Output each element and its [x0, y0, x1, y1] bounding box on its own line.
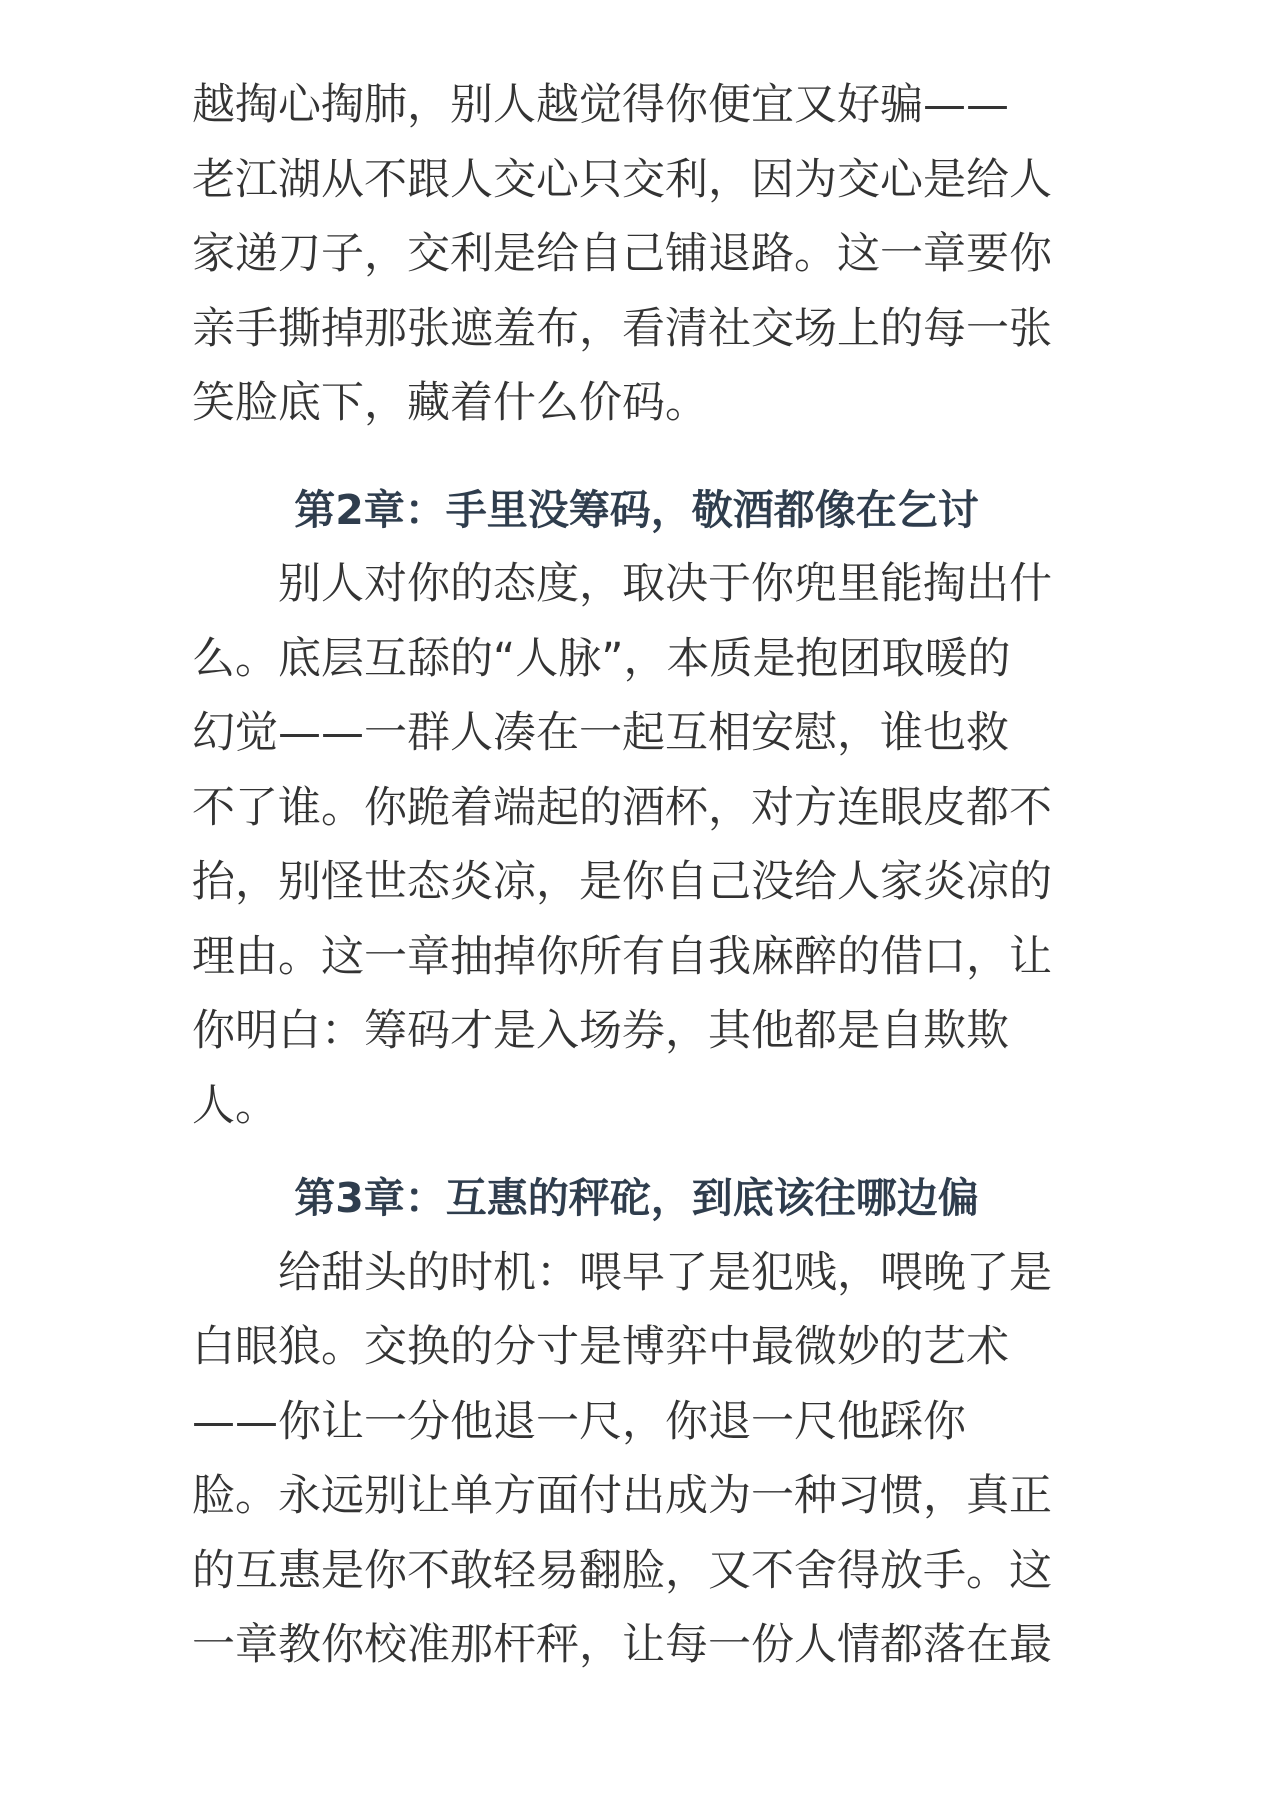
paragraph-line: 给甜头的时机：喂早了是犯贱，喂晚了是 — [192, 1247, 1052, 1298]
paragraph-line: 么。底层互舔的“人脉”，本质是抱团取暖的 — [192, 633, 1011, 684]
paragraph-line: 脸。永远别让单方面付出成为一种习惯，真正 — [192, 1471, 1052, 1521]
paragraph-line: 一章教你校准那杆秤，让每一份人情都落在最 — [192, 1620, 1052, 1670]
paragraph-line: 越掏心掏肺，别人越觉得你便宜又好骗—— — [192, 80, 1009, 130]
paragraph-line: 抬，别怪世态炎凉，是你自己没给人家炎凉的 — [192, 857, 1052, 907]
paragraph-line: 家递刀子，交利是给自己铺退路。这一章要你 — [192, 229, 1052, 279]
paragraph-line: 人。 — [192, 1080, 278, 1131]
paragraph-line: 不了谁。你跪着端起的酒杯，对方连眼皮都不 — [192, 782, 1052, 833]
paragraph-line: 别人对你的态度，取决于你兜里能掏出什 — [192, 559, 1052, 609]
paragraph-line: ——你让一分他退一尺，你退一尺他踩你 — [192, 1396, 966, 1447]
paragraph-line: 白眼狼。交换的分寸是博弈中最微妙的艺术 — [192, 1322, 1009, 1372]
chapter-3-paragraph — [192, 1236, 1081, 1683]
paragraph-line: 笑脸底下，藏着什么价码。 — [192, 378, 708, 428]
paragraph-line: 老江湖从不跟人交心只交利，因为交心是给人 — [192, 154, 1052, 205]
intro-paragraph — [192, 68, 1081, 441]
paragraph-line: 亲手撕掉那张遮羞布，看清社交场上的每一张 — [192, 303, 1052, 354]
paragraph-line: 的互惠是你不敢轻易翻脸，又不舍得放手。这 — [192, 1545, 1052, 1596]
paragraph-line: 理由。这一章抽掉你所有自我麻醉的借口，让 — [192, 931, 1052, 982]
paragraph-line: 幻觉——一群人凑在一起互相安慰，谁也救 — [192, 708, 1009, 758]
paragraph-line: 你明白：筹码才是入场券，其他都是自欺欺 — [192, 1006, 1009, 1056]
chapter-3-heading: 第3章：互惠的秤砣，到底该往哪边偏 — [294, 1174, 979, 1222]
chapter-2-paragraph — [192, 547, 1081, 1143]
chapter-2-heading: 第2章：手里没筹码，敬酒都像在乞讨 — [294, 485, 979, 534]
